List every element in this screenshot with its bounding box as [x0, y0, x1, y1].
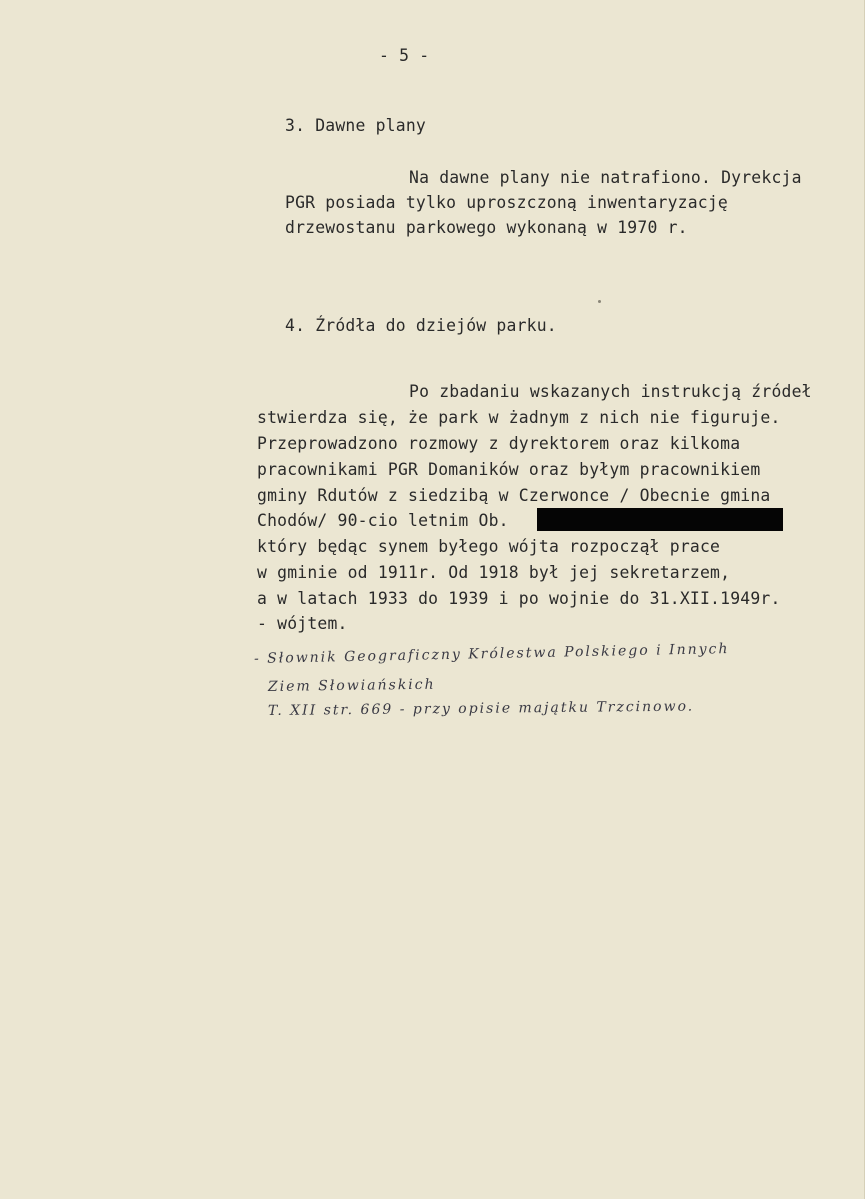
- section-4-line: który będąc synem byłego wójta rozpoczął prace: [257, 537, 721, 556]
- section-4-line: a w latach 1933 do 1939 i po wojnie do 31.XII.1949r.: [257, 589, 781, 608]
- section-4-line: Przeprowadzono rozmowy z dyrektorem oraz kilkoma: [257, 434, 741, 453]
- section-4-line: Chodów/ 90-cio letnim Ob.: [257, 511, 509, 530]
- section-4-line: stwierdza się, że park w żadnym z nich nie figuruje.: [257, 408, 781, 427]
- handwritten-note-line: - Słownik Geograficzny Królestwa Polskiego i Innych: [253, 641, 730, 667]
- section-4-heading: 4. Źródła do dziejów parku.: [285, 316, 557, 335]
- page-number: - 5 -: [379, 46, 430, 65]
- section-3-heading: 3. Dawne plany: [285, 116, 426, 135]
- section-4-line: Po zbadaniu wskazanych instrukcją źródeł: [409, 382, 812, 401]
- section-3-line: PGR posiada tylko uproszczoną inwentaryzację: [285, 193, 728, 212]
- section-4-line: pracownikami PGR Domaników oraz byłym pracownikiem: [257, 460, 761, 479]
- paper-speck: [598, 300, 601, 303]
- section-3-line: drzewostanu parkowego wykonaną w 1970 r.: [285, 218, 688, 237]
- section-4-line: - wójtem.: [257, 614, 348, 633]
- redaction-bar: [537, 508, 783, 531]
- section-4-line: w gminie od 1911r. Od 1918 był jej sekretarzem,: [257, 563, 731, 582]
- section-4-line: gminy Rdutów z siedzibą w Czerwonce / Obecnie gmina: [257, 486, 771, 505]
- handwritten-note-line: T. XII str. 669 - przy opisie majątku Trzcinowo.: [267, 698, 695, 719]
- section-3-line: Na dawne plany nie natrafiono. Dyrekcja: [409, 168, 802, 187]
- handwritten-note-line: Ziem Słowiańskich: [267, 676, 436, 695]
